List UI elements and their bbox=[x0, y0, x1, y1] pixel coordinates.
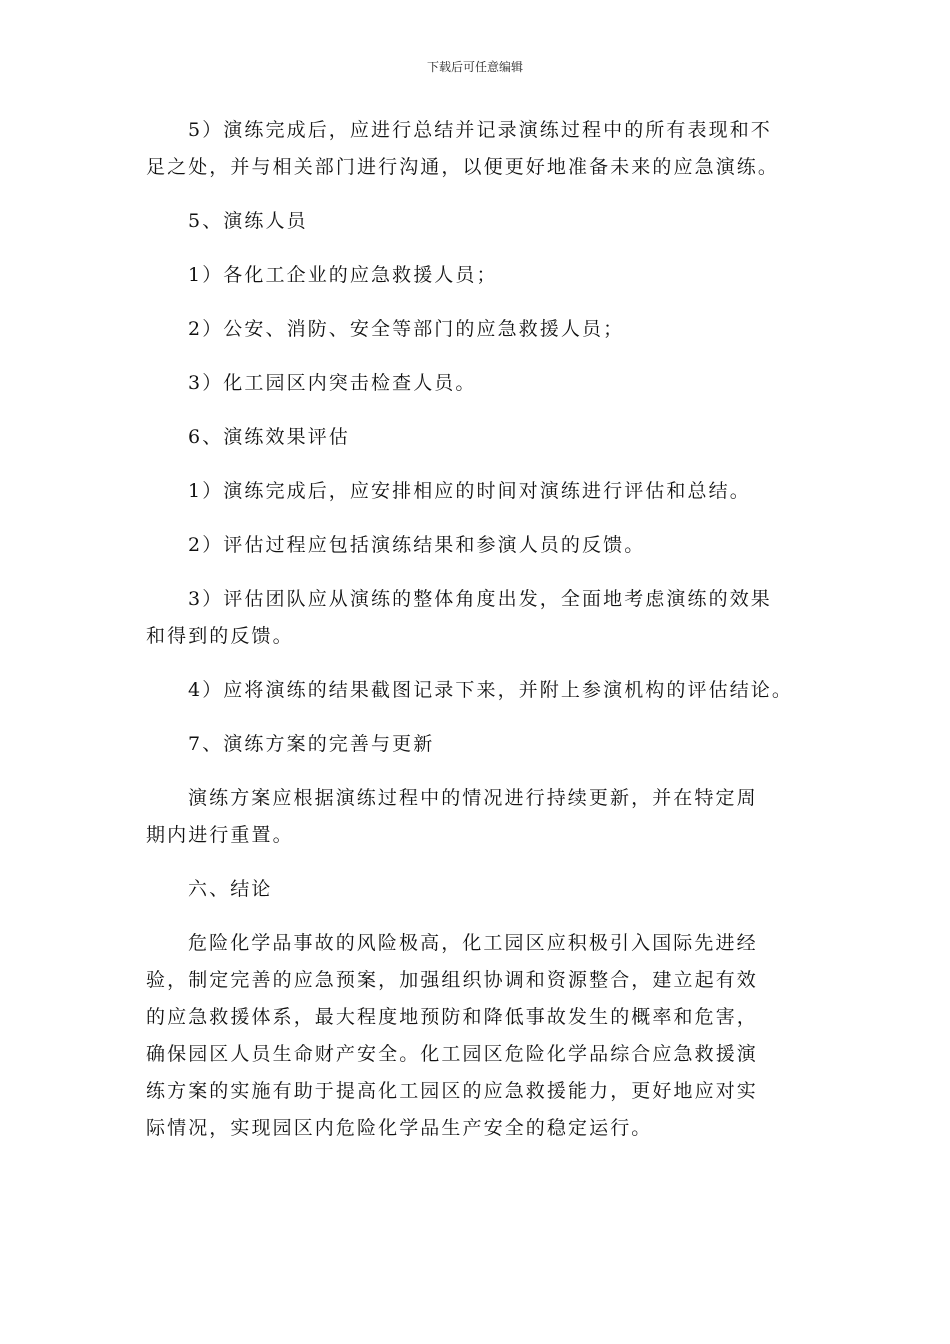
paragraph-drill-summary bbox=[146, 112, 836, 186]
paragraph-line: 练方案的实施有助于提高化工园区的应急救援能力，更好地应对实 bbox=[146, 1080, 758, 1102]
paragraph-line: 1）各化工企业的应急救援人员； bbox=[188, 264, 498, 286]
paragraph-conclusion bbox=[146, 925, 836, 1147]
section-heading-plan-update bbox=[146, 726, 836, 763]
paragraph-line: 和得到的反馈。 bbox=[146, 625, 294, 647]
list-item bbox=[146, 311, 836, 348]
section-heading-drill-evaluation bbox=[146, 419, 836, 456]
section-heading: 5、演练人员 bbox=[188, 210, 308, 232]
section-heading: 六、结论 bbox=[188, 878, 273, 900]
paragraph-line: 期内进行重置。 bbox=[146, 824, 294, 846]
list-item bbox=[146, 672, 836, 709]
paragraph-line: 际情况，实现园区内危险化学品生产安全的稳定运行。 bbox=[146, 1117, 653, 1139]
list-item bbox=[146, 581, 836, 655]
page-header: 下载后可任意编辑 bbox=[426, 60, 523, 74]
paragraph-line: 的应急救援体系，最大程度地预防和降低事故发生的概率和危害， bbox=[146, 1006, 758, 1028]
paragraph-line: 3）评估团队应从演练的整体角度出发，全面地考虑演练的效果 bbox=[188, 588, 772, 610]
paragraph-line: 2）公安、消防、安全等部门的应急救援人员； bbox=[188, 318, 625, 340]
section-heading-conclusion bbox=[146, 871, 836, 908]
section-heading: 7、演练方案的完善与更新 bbox=[188, 733, 435, 755]
list-item bbox=[146, 473, 836, 510]
section-heading: 6、演练效果评估 bbox=[188, 426, 350, 448]
paragraph-line: 4）应将演练的结果截图记录下来，并附上参演机构的评估结论。 bbox=[188, 679, 793, 701]
paragraph-line: 足之处，并与相关部门进行沟通，以便更好地准备未来的应急演练。 bbox=[146, 156, 780, 178]
list-item bbox=[146, 365, 836, 402]
paragraph-line: 1）演练完成后，应安排相应的时间对演练进行评估和总结。 bbox=[188, 480, 751, 502]
paragraph-line: 验，制定完善的应急预案，加强组织协调和资源整合，建立起有效 bbox=[146, 969, 758, 991]
section-heading-drill-personnel bbox=[146, 203, 836, 240]
paragraph-line: 5）演练完成后，应进行总结并记录演练过程中的所有表现和不 bbox=[188, 119, 772, 141]
paragraph-line: 演练方案应根据演练过程中的情况进行持续更新，并在特定周 bbox=[188, 787, 758, 809]
paragraph-line: 3）化工园区内突击检查人员。 bbox=[188, 372, 477, 394]
paragraph-line: 危险化学品事故的风险极高，化工园区应积极引入国际先进经 bbox=[188, 932, 758, 954]
list-item bbox=[146, 527, 836, 564]
list-item bbox=[146, 257, 836, 294]
document-body bbox=[146, 112, 836, 1147]
paragraph-plan-update bbox=[146, 780, 836, 854]
paragraph-line: 2）评估过程应包括演练结果和参演人员的反馈。 bbox=[188, 534, 646, 556]
paragraph-line: 确保园区人员生命财产安全。化工园区危险化学品综合应急救援演 bbox=[146, 1043, 758, 1065]
